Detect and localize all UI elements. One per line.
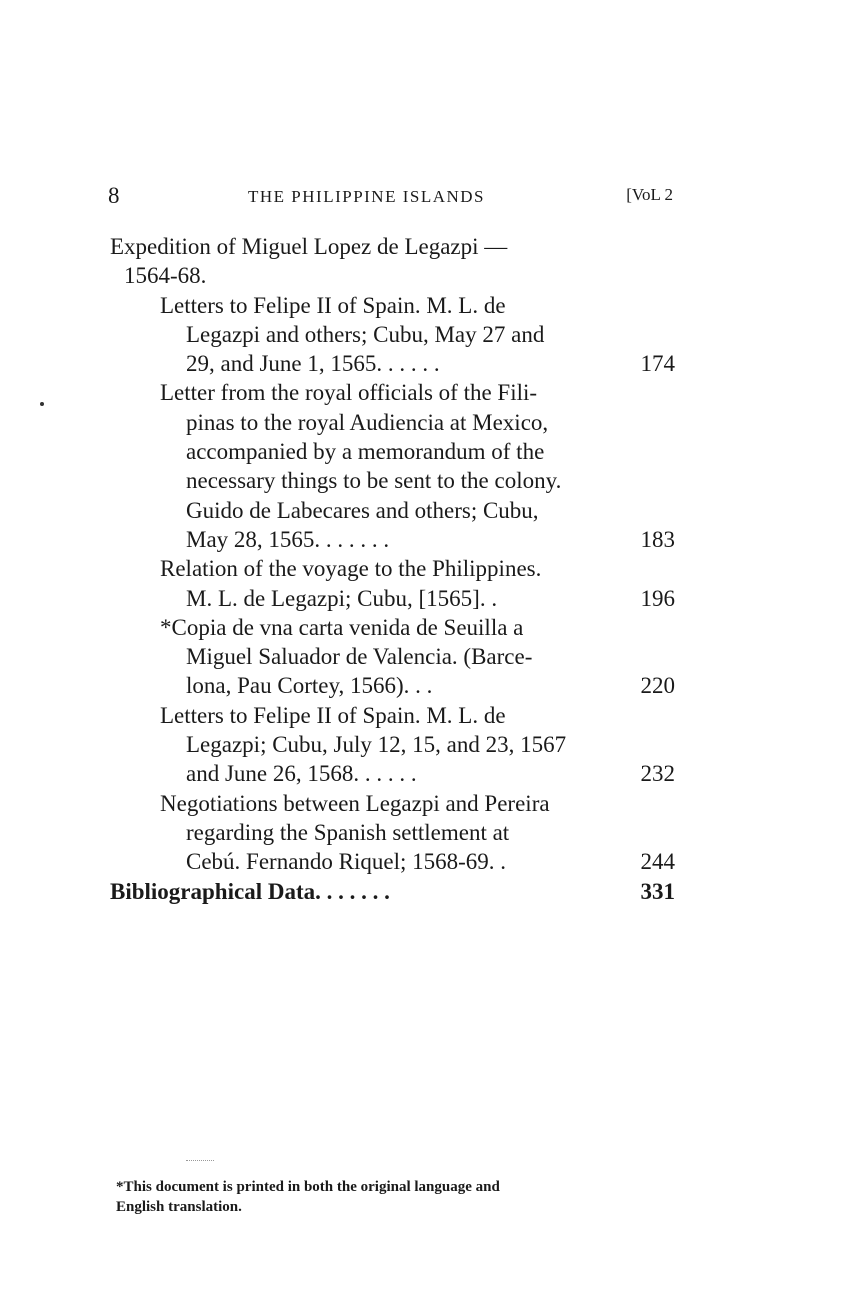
bibliography-line <box>110 877 675 906</box>
toc-page-number: 183 <box>640 526 675 552</box>
leader-dots: . . . . . <box>364 761 417 787</box>
section-title-dates: 1564-68. <box>124 263 207 289</box>
toc-page-number: 220 <box>640 673 675 699</box>
print-speck <box>40 402 44 406</box>
toc-entry-text: 29, and June 1, 1565. <box>186 351 383 377</box>
toc-entry-last-line <box>110 584 675 613</box>
leader-dots: . . . . . . <box>326 878 390 904</box>
toc-entry-text: Cebú. Fernando Riquel; 1568-69. <box>186 849 495 875</box>
volume-label: [VoL 2 <box>626 185 673 204</box>
toc-entry-line: Guido de Labecares and others; Cubu, <box>186 497 539 523</box>
toc-entry-line: Legazpi and others; Cubu, May 27 and <box>186 321 545 347</box>
toc-entry-last-line <box>110 349 675 378</box>
toc-entry-text: and June 26, 1568. <box>186 761 360 787</box>
page-number: 8 <box>108 183 120 208</box>
toc-page-number: 232 <box>640 761 675 787</box>
toc-page-number: 244 <box>640 849 675 875</box>
toc-entry-line: *Copia de vna carta venida de Seuilla a <box>160 614 524 640</box>
toc-entry-line: Negotiations between Legazpi and Pereira <box>160 790 550 816</box>
toc-entry-last-line <box>110 671 675 700</box>
toc-entry-text: M. L. de Legazpi; Cubu, [1565]. <box>186 585 486 611</box>
footnote-line: *This document is printed in both the original language and <box>116 1179 500 1195</box>
page-header <box>108 183 673 215</box>
leader-dots: . <box>500 849 507 875</box>
toc-entry-text: May 28, 1565. <box>186 526 321 552</box>
toc-entry-line: Letters to Felipe II of Spain. M. L. de <box>160 702 506 728</box>
toc-entry-last-line <box>110 759 675 788</box>
running-title: THE PHILIPPINE ISLANDS <box>248 187 485 206</box>
footnote <box>116 1177 691 1217</box>
toc-entry-line: Legazpi; Cubu, July 12, 15, and 23, 1567 <box>186 732 567 758</box>
footnote-rule <box>186 1160 214 1161</box>
leader-dots: . <box>491 585 498 611</box>
table-of-contents <box>110 232 675 906</box>
bibliography-label: Bibliographical Data. <box>110 878 321 904</box>
toc-entry-line: Letters to Felipe II of Spain. M. L. de <box>160 292 506 318</box>
toc-entry-line: regarding the Spanish settlement at <box>186 819 510 845</box>
toc-entry-last-line <box>110 847 675 876</box>
leader-dots: . . <box>415 673 433 699</box>
leader-dots: . . . . . . <box>325 526 390 552</box>
toc-entry-last-line <box>110 525 675 554</box>
toc-entry-line: Letter from the royal officials of the Fili- <box>160 380 538 406</box>
toc-entry-line: necessary things to be sent to the colony. <box>186 468 562 494</box>
section-title: Expedition of Miguel Lopez de Legazpi — <box>110 234 508 259</box>
toc-entry-line: accompanied by a memorandum of the <box>186 439 545 465</box>
toc-page-number: 331 <box>640 878 675 904</box>
footnote-line: English translation. <box>116 1199 242 1215</box>
toc-entry-line: Relation of the voyage to the Philippines. <box>160 556 542 582</box>
toc-entry-line: pinas to the royal Audiencia at Mexico, <box>186 409 549 435</box>
leader-dots: . . . . . <box>387 351 440 377</box>
toc-entry-text: lona, Pau Cortey, 1566). <box>186 673 410 699</box>
toc-page-number: 174 <box>640 351 675 377</box>
toc-entry-line: Miguel Saluador de Valencia. (Barce- <box>186 644 533 670</box>
toc-page-number: 196 <box>640 585 675 611</box>
